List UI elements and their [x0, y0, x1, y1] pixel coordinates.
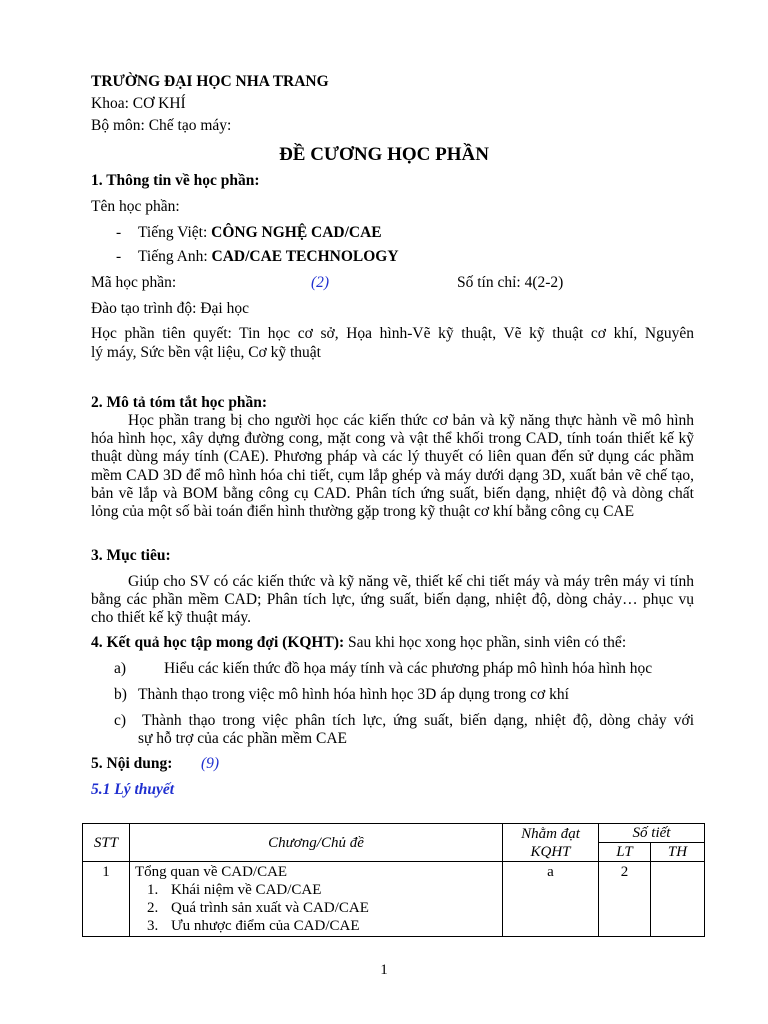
row-th	[651, 862, 705, 937]
row-goal: a	[503, 862, 599, 937]
section-5-heading: 5. Nội dung:	[91, 755, 173, 772]
outcome-c-marker: c)	[114, 712, 127, 729]
section-3-body: Giúp cho SV có các kiến thức và kỹ năng vẽ, thiết kế chi tiết máy và máy trên máy vi tính bằng các phần mềm CAD; Phân tích lực, ứng suất, biến dạng, nhiệt độ, dòng chảy… phục vụ cho thiết kế kỹ thuật máy.	[91, 573, 694, 627]
row-topic-title: Tổng quan về CAD/CAE	[135, 864, 288, 880]
page-number: 1	[380, 962, 388, 978]
row-topic-cell	[130, 862, 503, 937]
header-th: TH	[651, 843, 705, 862]
row-lt: 2	[599, 862, 651, 937]
table-row	[83, 862, 705, 937]
header-goal-line-2: KQHT	[530, 843, 571, 860]
outcome-c-text-line-2: sự hỗ trợ của các phần mềm CAE	[138, 730, 347, 747]
header-goal-line-1: Nhằm đạt	[521, 825, 580, 842]
prerequisites-line-2: lý máy, Sức bền vật liệu, Cơ kỹ thuật	[91, 344, 321, 361]
header-stt: STT	[83, 824, 130, 862]
section-5-note: (9)	[201, 755, 220, 772]
section-2-body: Học phần trang bị cho người học các kiến thức cơ bản và kỹ năng thực hành về mô hình hóa hình học, xây dựng đường cong, mặt cong và vật thể khối trong CAD, tính toán thiết kế kỹ thuật dùng máy tính (CAE). Phương pháp và các lý thuyết có liên quan đến sử dụng các phầm mềm CAD 3D để mô hình hóa chi tiết, cụm lắp ghép và máy dưới dạng 3D, xuất bản vẽ chế tạo, bản vẽ lắp và BOM bằng công cụ CAD. Phân tích ứng suất, biến dạng, nhiệt độ và dòng chất lỏng của một số bài toán điển hình thường gặp trong kỹ thuật cơ khí bằng công cụ CAE	[91, 412, 694, 521]
course-name-label: Tên học phần:	[91, 198, 180, 215]
outcome-b-marker: b)	[114, 686, 127, 703]
outcome-a-text: Hiểu các kiến thức đồ họa máy tính và các phương pháp mô hình hóa hình học	[164, 660, 653, 677]
english-name-line	[138, 248, 399, 266]
course-code-note: (2)	[311, 274, 330, 291]
course-code-label: Mã học phần:	[91, 274, 177, 291]
outcome-c-text-line-1: Thành thạo trong việc phân tích lực, ứng suất, biến dạng, nhiệt độ, dòng chảy với	[142, 712, 694, 729]
list-item: 3. Ưu nhược điểm của CAD/CAE	[147, 918, 360, 934]
list-item: 1. Khái niệm về CAD/CAE	[147, 882, 322, 898]
document-title: ĐỀ CƯƠNG HỌC PHẦN	[279, 144, 489, 165]
header-hours: Số tiết	[599, 824, 705, 843]
vietnamese-name-prefix: Tiếng Việt:	[138, 224, 212, 241]
theory-table	[82, 823, 705, 937]
outcome-a-marker: a)	[114, 660, 127, 677]
bullet-dash: -	[116, 224, 122, 241]
section-1-heading: 1. Thông tin về học phần:	[91, 172, 260, 189]
list-item: 2. Quá trình sản xuất và CAD/CAE	[147, 900, 369, 916]
section-3-heading: 3. Mục tiêu:	[91, 547, 171, 564]
section-2-heading: 2. Mô tả tóm tắt học phần:	[91, 394, 268, 411]
section-4-heading-line	[91, 634, 626, 652]
vietnamese-course-name: CÔNG NGHỆ CAD/CAE	[211, 224, 382, 241]
header-goal	[503, 824, 599, 862]
header-topic: Chương/Chủ đề	[130, 824, 503, 862]
outcome-b-text: Thành thạo trong việc mô hình hóa hình học 3D áp dụng trong cơ khí	[138, 686, 569, 703]
english-course-name: CAD/CAE TECHNOLOGY	[211, 248, 399, 265]
row-stt: 1	[83, 862, 130, 937]
english-name-prefix: Tiếng Anh:	[138, 248, 212, 265]
university-name: TRƯỜNG ĐẠI HỌC NHA TRANG	[91, 73, 329, 90]
prerequisites-line-1: Học phần tiên quyết: Tin học cơ sở, Họa hình-Vẽ kỹ thuật, Vẽ kỹ thuật cơ khí, Nguyên	[91, 325, 694, 342]
section-4-heading: 4. Kết quả học tập mong đợi (KQHT):	[91, 634, 345, 651]
section-4-intro: Sau khi học xong học phần, sinh viên có thể:	[344, 634, 627, 651]
faculty-line: Khoa: CƠ KHÍ	[91, 95, 186, 112]
credits-line: Số tín chỉ: 4(2-2)	[457, 274, 564, 291]
vietnamese-name-line	[138, 224, 382, 242]
bullet-dash: -	[116, 248, 122, 265]
theory-subheading: 5.1 Lý thuyết	[91, 781, 175, 798]
header-lt: LT	[599, 843, 651, 862]
training-level: Đào tạo trình độ: Đại học	[91, 300, 249, 317]
department-line: Bộ môn: Chế tạo máy:	[91, 117, 232, 134]
